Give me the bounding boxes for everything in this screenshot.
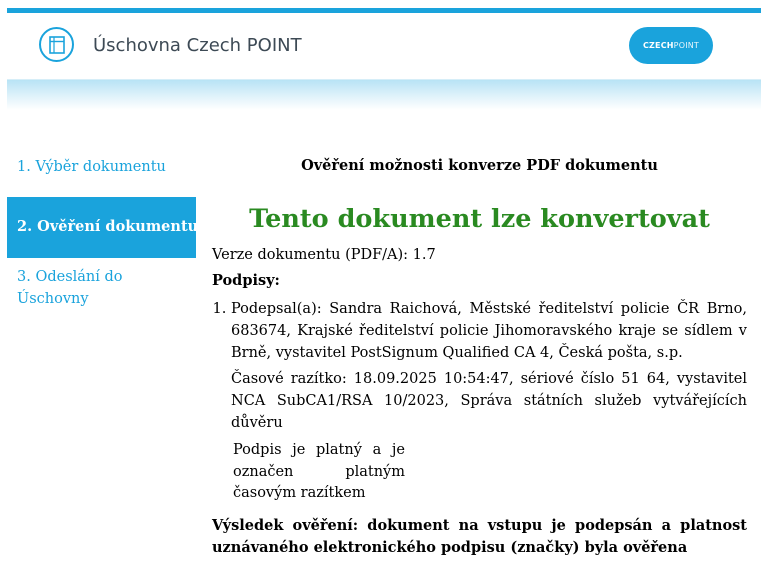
logo-point-text: POINT [673, 41, 700, 50]
main-content [212, 150, 747, 559]
logo-czech-text: CZECH [642, 41, 674, 50]
sidebar-item-select-document[interactable]: 1. Výběr dokumentu [17, 159, 166, 175]
czech-point-logo[interactable] [629, 27, 713, 64]
signature-item [231, 299, 747, 505]
app-title[interactable]: Úschovna Czech POINT [93, 35, 302, 56]
timestamp-info: Časové razítko: 18.09.2025 10:54:47, sériové číslo 51 64, vystavitel NCA SubCA1/RSA 10/2023, Správa státních služeb vytvářejících důvěru [231, 371, 747, 431]
steps-sidebar [7, 140, 199, 310]
header-gradient [7, 80, 761, 110]
sidebar-item-send-to-storage[interactable]: 3. Odeslání do Úschovny [17, 269, 123, 307]
app-header [7, 13, 761, 80]
signatures-label: Podpisy: [212, 272, 280, 289]
result-title: Tento dokument lze konvertovat [249, 204, 710, 234]
document-storage-icon[interactable] [39, 27, 74, 62]
signature-validity: Podpis je platný a je označen platným časovým razítkem [233, 441, 405, 502]
pdf-version: Verze dokumentu (PDF/A): 1.7 [212, 247, 436, 263]
section-title: Ověření možnosti konverze PDF dokumentu [301, 157, 658, 174]
signer-info: 1. Podepsal(a): Sandra Raichová, Městské ředitelství policie ČR Brno, 683674, Krajské ředitelství policie Jihomoravského kraje se sídlem v Brně, vystavitel PostSignum Qualified CA 4, Česká pošta, s.p. [231, 301, 747, 361]
verification-result: Výsledek ověření: dokument na vstupu je podepsán a platnost uznávaného elektronického podpisu (značky) byla ověřena [212, 517, 747, 556]
sidebar-item-verify-document[interactable]: 2. Ověření dokumentu [7, 197, 196, 258]
signatures-list [212, 299, 747, 505]
